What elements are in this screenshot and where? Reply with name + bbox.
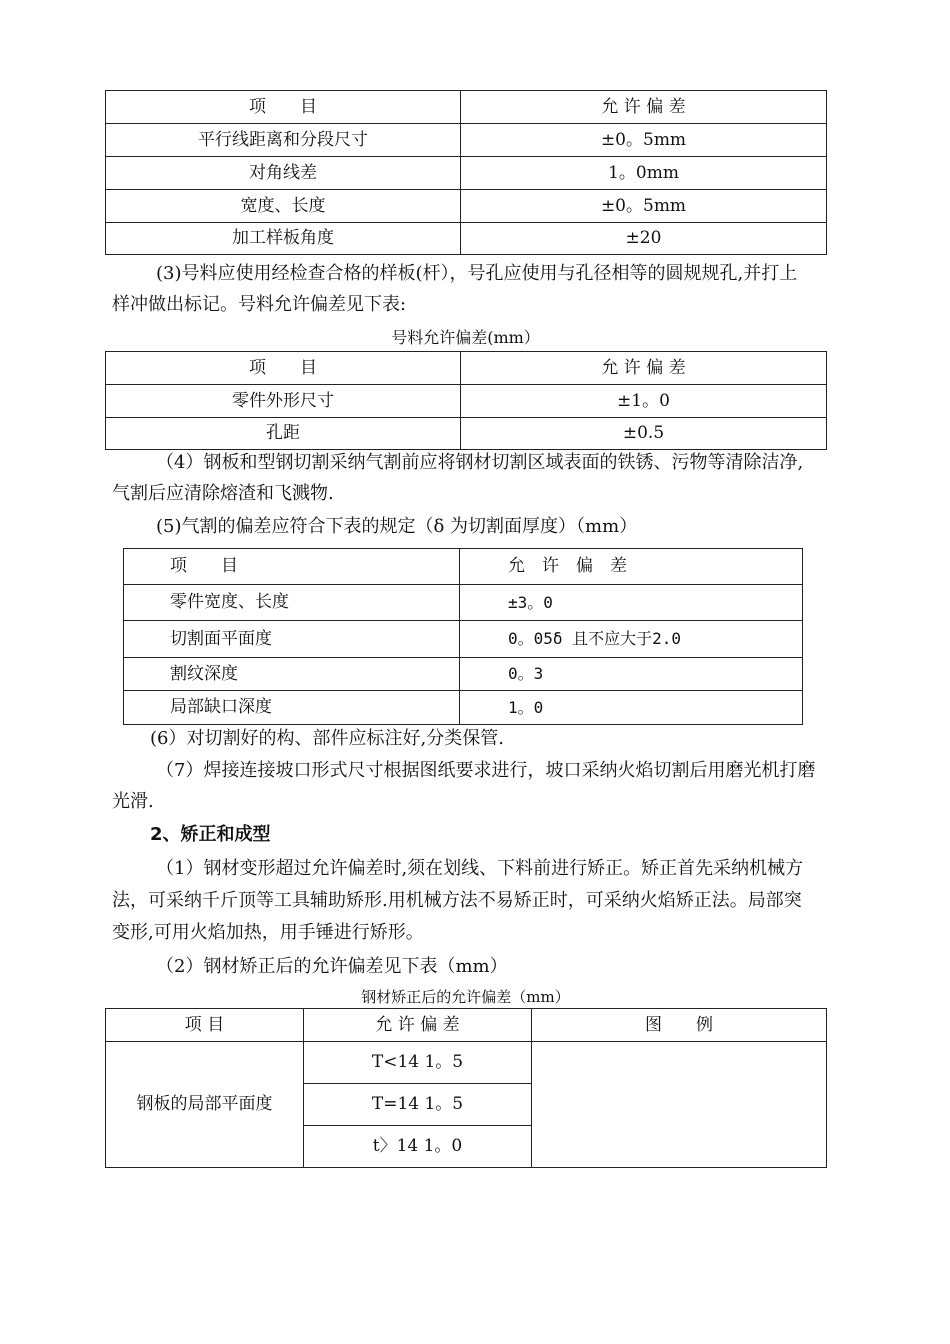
- section-2-paragraph-1-line-1: （1）钢材变形超过允许偏差时,须在划线、下料前进行矫正。矫正首先采纳机械方: [156, 858, 804, 879]
- paragraph-7-line-2: 光滑.: [112, 791, 154, 812]
- section-heading: 2、矫正和成型: [150, 824, 271, 845]
- table-2-caption: 号料允许偏差(mm）: [391, 328, 540, 347]
- paragraph-5: (5)气割的偏差应符合下表的规定（δ 为切割面厚度）（mm）: [156, 516, 638, 537]
- table-cell: 0。05δ 且不应大于2.0: [460, 621, 803, 658]
- paragraph-3-line-2: 样冲做出标记。号料允许偏差见下表:: [112, 294, 407, 315]
- table-cell: 0。3: [460, 658, 803, 691]
- paragraph-6: (6）对切割好的构、部件应标注好,分类保管.: [150, 728, 504, 749]
- table-cell: 对角线差: [106, 157, 461, 190]
- table-header-item: 项 目: [124, 549, 460, 585]
- table-cell: 平行线距离和分段尺寸: [106, 124, 461, 157]
- table-cell: ±0。5mm: [461, 124, 827, 157]
- illustration-cell: [532, 1042, 827, 1168]
- table-header-tolerance: 允 许 偏 差: [461, 91, 827, 124]
- table-cell: ±3。0: [460, 585, 803, 621]
- table-cell: ±0.5: [461, 418, 827, 450]
- table-cell: 割纹深度: [124, 658, 460, 691]
- table-cell: 局部缺口深度: [124, 691, 460, 725]
- table-cell: 切割面平面度: [124, 621, 460, 658]
- table-header-item: 项 目: [106, 91, 461, 124]
- paragraph-3-line-1: (3)号料应使用经检查合格的样板(杆），号孔应使用与孔径相等的圆规规孔,并打上: [156, 263, 798, 284]
- table-header-tolerance: 允 许 偏 差: [461, 352, 827, 385]
- tolerance-table-2: [105, 351, 827, 450]
- table-header-item: 项 目: [106, 1009, 304, 1042]
- straightening-tolerance-table: [105, 1008, 827, 1168]
- table-cell: T=14 1。5: [304, 1084, 532, 1126]
- table-cell: 加工样板角度: [106, 223, 461, 255]
- paragraph-4-line-2: 气割后应清除熔渣和飞溅物.: [112, 483, 334, 504]
- section-2-paragraph-2: （2）钢材矫正后的允许偏差见下表（mm）: [156, 956, 508, 977]
- table-cell: 宽度、长度: [106, 190, 461, 223]
- table-cell: T<14 1。5: [304, 1042, 532, 1084]
- section-2-paragraph-1-line-3: 变形,可用火焰加热，用手锤进行矫形。: [112, 922, 424, 943]
- table-cell: t〉14 1。0: [304, 1126, 532, 1168]
- paragraph-7-line-1: （7）焊接连接坡口形式尺寸根据图纸要求进行，坡口采纳火焰切割后用磨光机打磨: [156, 760, 816, 781]
- table-header-tolerance: 允 许 偏 差: [304, 1009, 532, 1042]
- table-cell: ±1。0: [461, 385, 827, 418]
- tolerance-table-1: [105, 90, 827, 255]
- paragraph-4-line-1: （4）钢板和型钢切割采纳气割前应将钢材切割区域表面的铁锈、污物等清除洁净,: [156, 452, 804, 473]
- table-header-illustration: 图 例: [532, 1009, 827, 1042]
- table-header-tolerance: 允 许 偏 差: [460, 549, 803, 585]
- section-2-paragraph-1-line-2: 法，可采纳千斤顶等工具辅助矫形.用机械方法不易矫正时，可采纳火焰矫正法。局部突: [112, 890, 802, 911]
- table-cell: 1。0mm: [461, 157, 827, 190]
- table-4-caption: 钢材矫正后的允许偏差（mm）: [361, 988, 570, 1006]
- table-row-label: 钢板的局部平面度: [106, 1042, 304, 1168]
- table-cell: ±20: [461, 223, 827, 255]
- table-cell: 零件外形尺寸: [106, 385, 461, 418]
- table-header-item: 项 目: [106, 352, 461, 385]
- table-cell: 1。0: [460, 691, 803, 725]
- table-cell: 零件宽度、长度: [124, 585, 460, 621]
- table-cell: 孔距: [106, 418, 461, 450]
- table-cell: ±0。5mm: [461, 190, 827, 223]
- gas-cutting-tolerance-table: [123, 548, 803, 725]
